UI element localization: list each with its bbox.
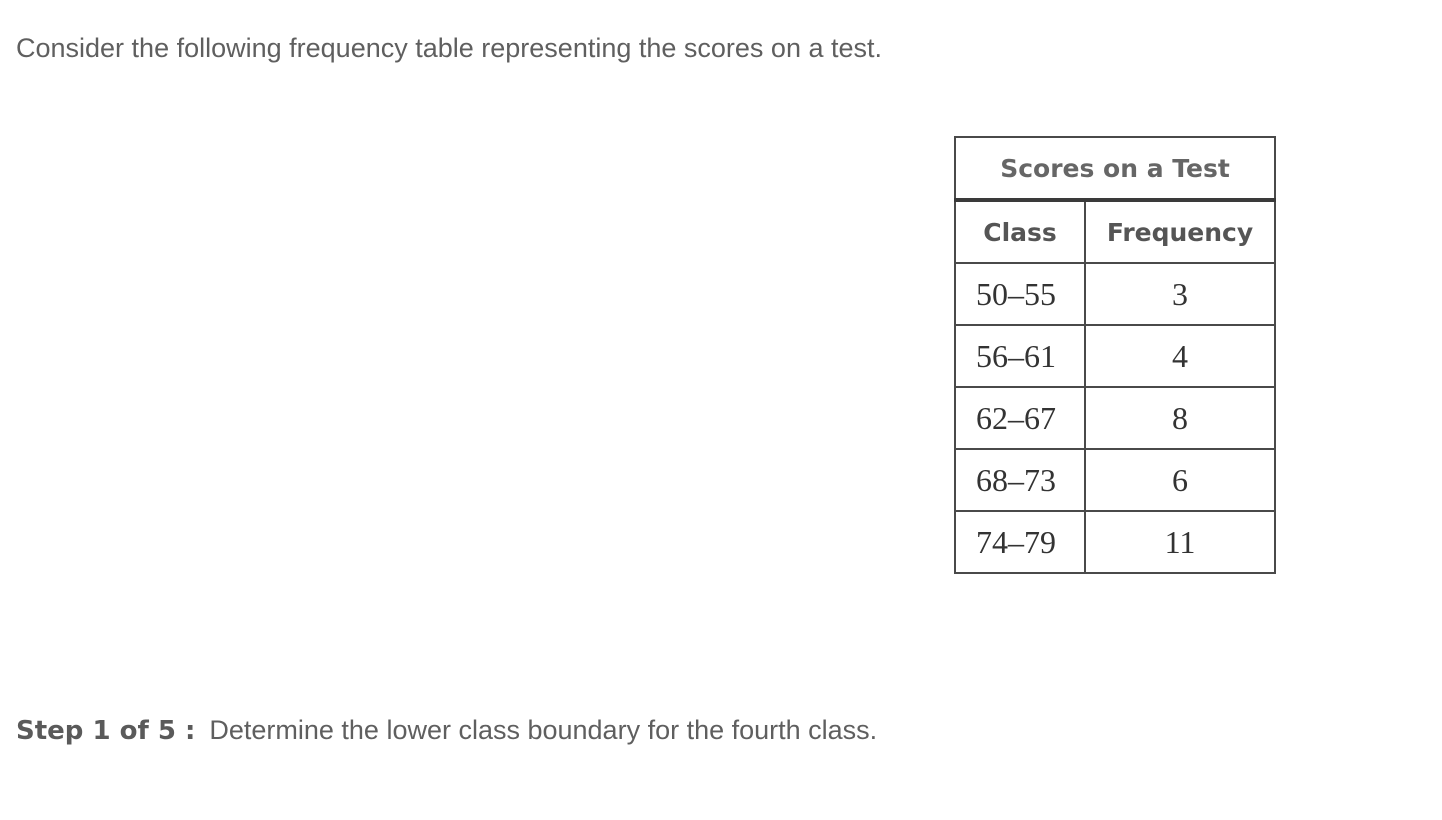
table-row [955,511,1275,573]
table-title-row [955,137,1275,200]
column-header-frequency: Frequency [1085,200,1275,263]
table-row [955,263,1275,325]
table-row [955,325,1275,387]
class-cell: 68–73 [955,449,1085,511]
class-cell: 62–67 [955,387,1085,449]
frequency-table [954,136,1276,574]
class-cell: 74–79 [955,511,1085,573]
table-row [955,387,1275,449]
step-label: Step 1 of 5 : [16,716,196,746]
frequency-cell: 4 [1085,325,1275,387]
frequency-cell: 3 [1085,263,1275,325]
step-prompt: Determine the lower class boundary for the fourth class. [209,715,878,745]
frequency-cell: 11 [1085,511,1275,573]
intro-text: Consider the following frequency table representing the scores on a test. [16,33,883,63]
class-cell: 56–61 [955,325,1085,387]
step-instruction [16,712,877,749]
class-cell: 50–55 [955,263,1085,325]
table-row [955,449,1275,511]
column-header-class: Class [955,200,1085,263]
frequency-cell: 8 [1085,387,1275,449]
table-title: Scores on a Test [955,137,1275,200]
table-header-row [955,200,1275,263]
frequency-cell: 6 [1085,449,1275,511]
